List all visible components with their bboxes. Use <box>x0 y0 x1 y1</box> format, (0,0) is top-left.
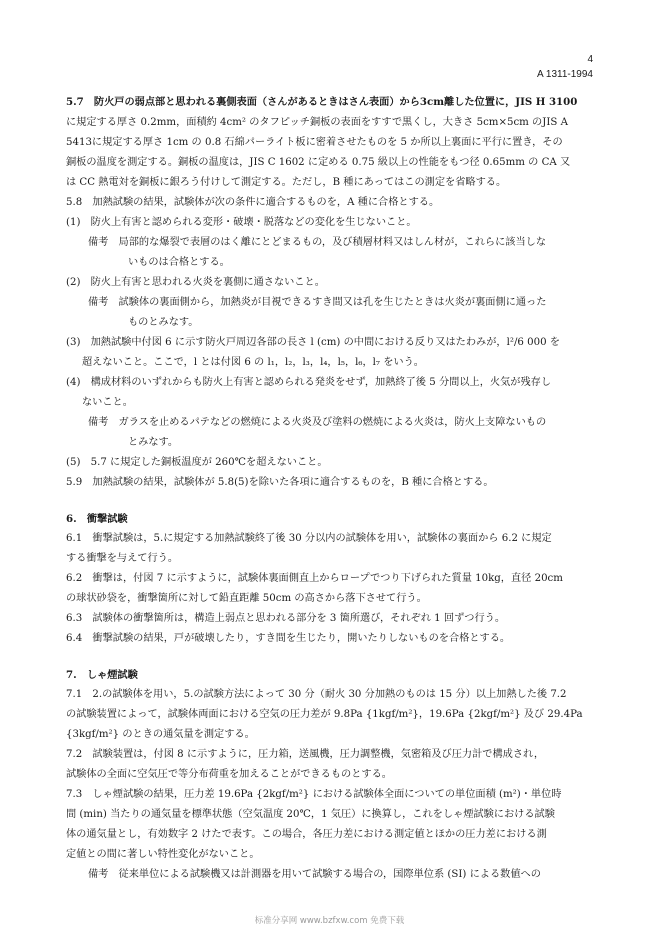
item-5: (5) 5.7 に規定した銅板温度が 260℃を超えないこと。 <box>66 457 328 468</box>
note-line: いものは合格とする。 <box>128 257 230 268</box>
note-line: ものとみなす。 <box>128 317 199 328</box>
body-line: 間 (min) 当たりの通気量を標準状態（空気温度 20℃，1 気圧）に換算し，これをしゃ煙試験における試験 <box>66 809 555 820</box>
item-3: (3) 加熱試験中付図 6 に示す防火戸周辺各部の長さ l (cm) の中間における反り又はたわみが，l²/6 000 を <box>66 337 560 348</box>
note-line: 備考 局部的な爆裂で表層のはく離にとどまるもの，及び積層材料又はしん材が，これらに該当しな <box>88 237 547 248</box>
clause-5-8: 5.8 加熱試験の結果，試験体が次の条件に適合するものを，A 種に合格とする。 <box>66 197 440 208</box>
note-line: 備考 試験体の裏面側から，加熱炎が目視できるすき間又は孔を生じたときは火炎が裏面側に通った <box>88 297 547 308</box>
clause-5-7: 5.7 防火戸の弱点部と思われる裏側表面（さんがあるときはさん表面）から3cm離した位置に，JIS H 3100 <box>66 96 578 108</box>
clause-6-2: 6.2 衝撃は，付図 7 に示すように，試験体裏面側直上からロープでつり下げられた質量 10kg，直径 20cm <box>66 573 563 584</box>
clause-7-2: 7.2 試験装置は，付図 8 に示すように，圧力箱，送風機，圧力調整機，気密箱及び圧力計で構成され， <box>66 749 545 760</box>
body-line: ないこと。 <box>82 397 133 408</box>
body-line: 体の通気量とし，有効数字 2 けたで表す。この場合，各圧力差における測定値とほかの圧力差における測 <box>66 829 547 840</box>
clause-6-4: 6.4 衝撃試験の結果，戸が破壊したり，すき間を生じたり，開いたりしないものを合格とする。 <box>66 633 511 644</box>
note-line: 備考 ガラスを止めるパテなどの燃焼による火炎及び塗料の燃焼による火炎は，防火上支障ないもの <box>88 417 547 428</box>
body-line: {3kgf/m²} のときの通気量を測定する。 <box>66 729 255 740</box>
body-line: 超えないこと。ここで，l とは付図 6 の l₁，l₂，l₃，l₄，l₅，l₆，l₇ をいう。 <box>82 357 424 368</box>
clause-7-1: 7.1 2.の試験体を用い，5.の試験方法によって 30 分（耐火 30 分加熱のものは 15 分）以上加熱した後 7.2 <box>66 689 567 700</box>
clause-5-9: 5.9 加熱試験の結果，試験体が 5.8(5)を除いた各項に適合するものを，B 種に合格とする。 <box>66 477 494 488</box>
item-1: (1) 防火上有害と認められる変形・破壊・脱落などの変化を生じないこと。 <box>66 217 417 228</box>
body-line: 5413に規定する厚さ 1cm の 0.8 石綿パーライト板に密着させたものを 5 か所以上裏面に平行に置き，その <box>66 137 563 148</box>
body-line: 定値との間に著しい特性変化がないこと。 <box>66 849 260 860</box>
item-4: (4) 構成材料のいずれからも防火上有害と認められる発炎をせず，加熱終了後 5 分間以上，火気が残存し <box>66 377 552 388</box>
body-line: に規定する厚さ 0.2mm，面積約 4cm² のタフピッチ銅板の表面をすすで黒くし，大きさ 5cm×5cm のJIS A <box>66 117 568 128</box>
body-line: 銅板の温度を測定する。銅板の温度は，JIS C 1602 に定める 0.75 級以上の性能をもつ径 0.65mm の CA 又 <box>66 157 571 168</box>
body-line: の試験装置によって，試験体両面における空気の圧力差が 9.8Pa {1kgf/m²}，19.6Pa {2kgf/m²} 及び 29.4Pa <box>66 709 583 720</box>
note-line: とみなす。 <box>128 437 179 448</box>
body-line: する衝撃を与えて行う。 <box>66 553 179 564</box>
body-line: の球状砂袋を，衝撃箇所に対して鉛直距離 50cm の高さから落下させて行う。 <box>66 593 427 604</box>
clause-6-3: 6.3 試験体の衝撃箇所は，構造上弱点と思われる部分を 3 箇所選び，それぞれ 1 回ずつ行う。 <box>66 613 506 624</box>
body-line: は CC 熱電対を銅板に銀ろう付けして測定する。ただし，B 種にあってはこの測定を省略する。 <box>66 177 507 188</box>
standard-number: A 1311-1994 <box>537 69 593 80</box>
clause-7-3: 7.3 しゃ煙試験の結果，圧力差 19.6Pa {2kgf/m²} における試験体全面についての単位面積 (m²)・単位時 <box>66 789 562 800</box>
note-line: 備考 従来単位による試験機又は計測器を用いて試験する場合の，国際単位系 (SI) による数値への <box>88 869 541 880</box>
watermark-footer: 标准分享网 www.bzfxw.com 免费下载 <box>254 916 405 926</box>
section-6-heading: 6. 衝撃試験 <box>66 513 128 525</box>
clause-6-1: 6.1 衝撃試験は，5.に規定する加熱試験終了後 30 分以内の試験体を用い，試験体の裏面から 6.2 に規定 <box>66 533 552 544</box>
page-number: 4 <box>587 54 593 65</box>
item-2: (2) 防火上有害と思われる火炎を裏側に通さないこと。 <box>66 277 325 288</box>
body-line: 試験体の全面に空気圧で等分布荷重を加えることができるものとする。 <box>66 769 392 780</box>
document-body <box>66 0 596 937</box>
section-7-heading: 7. しゃ煙試験 <box>66 669 138 681</box>
